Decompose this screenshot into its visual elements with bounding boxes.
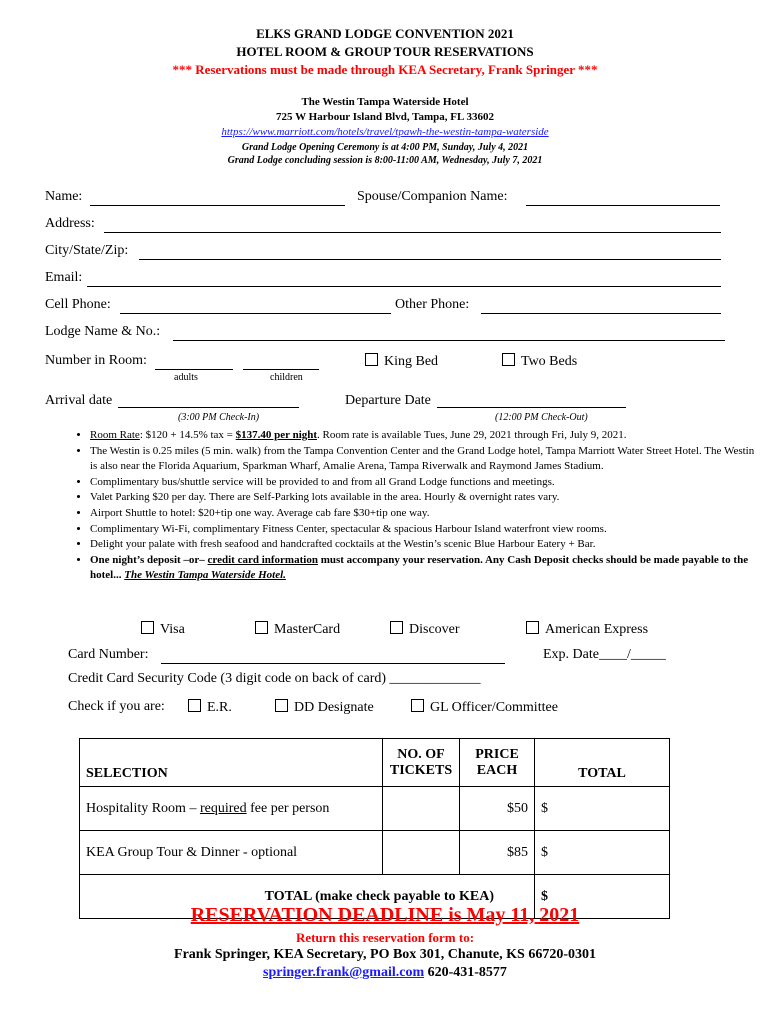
discover-label: Discover <box>409 622 460 637</box>
check-if-label: Check if you are: <box>68 699 165 714</box>
cell-phone-field[interactable] <box>120 313 391 314</box>
grand-total-value[interactable]: $ <box>535 875 670 919</box>
grand-total-label: TOTAL (make check payable to KEA) <box>80 875 535 919</box>
gl-label: GL Officer/Committee <box>430 700 558 715</box>
room-rate-text: : $120 + 14.5% tax = <box>139 429 236 441</box>
dd-checkbox[interactable] <box>275 699 288 712</box>
city-state-zip-field[interactable] <box>139 259 721 260</box>
deposit-hotel: The Westin Tampa Waterside Hotel. <box>124 569 286 582</box>
address-label: Address: <box>45 216 95 231</box>
opening-ceremony: Grand Lodge Opening Ceremony is at 4:00 PM, Sunday, July 4, 2021 <box>241 142 529 153</box>
email-label: Email: <box>45 270 83 285</box>
room-rate-total: $137.40 per night <box>235 429 318 441</box>
room-rate-availability: . Room rate is available Tues, June 29, 2021 through Fri, July 9, 2021. <box>317 429 627 441</box>
hotel-address: 725 W Harbour Island Blvd, Tampa, FL 33602 <box>276 111 494 123</box>
selection-table <box>79 738 670 919</box>
king-bed-option[interactable] <box>365 353 438 370</box>
email-field[interactable] <box>87 286 721 287</box>
list-item: • Airport Shuttle to hotel: $20+tip one way. Average cab fare $30+tip one way. <box>90 506 755 522</box>
adults-caption: adults <box>174 372 198 383</box>
reservation-deadline: RESERVATION DEADLINE is May 11, 2021 <box>190 904 580 926</box>
mastercard-checkbox[interactable] <box>255 621 268 634</box>
two-beds-checkbox[interactable] <box>502 353 515 366</box>
visa-label: Visa <box>160 622 185 637</box>
selection-header: SELECTION <box>80 739 383 787</box>
price-header: PRICE EACH <box>460 739 535 787</box>
hotel-info-list <box>62 428 755 584</box>
two-beds-label: Two Beds <box>521 354 578 369</box>
selection-cell <box>80 787 383 831</box>
gl-checkbox[interactable] <box>411 699 424 712</box>
name-field[interactable] <box>90 205 345 206</box>
tour-tickets-input[interactable] <box>383 831 460 875</box>
hospitality-tickets-input[interactable] <box>383 787 460 831</box>
dd-option[interactable] <box>275 699 374 716</box>
form-subtitle: HOTEL ROOM & GROUP TOUR RESERVATIONS <box>236 44 534 59</box>
checkin-note: (3:00 PM Check-In) <box>178 412 260 423</box>
list-item: • Valet Parking $20 per day. There are Self-Parking lots available in the area. Hourly & overnight rates vary. <box>90 490 755 506</box>
er-label: E.R. <box>207 700 232 715</box>
reservation-notice: *** Reservations must be made through KEA Secretary, Frank Springer *** <box>172 62 598 77</box>
visa-checkbox[interactable] <box>141 621 154 634</box>
lodge-field[interactable] <box>173 340 725 341</box>
list-item <box>90 428 755 444</box>
selection-cell: KEA Group Tour & Dinner - optional <box>80 831 383 875</box>
arrival-field[interactable] <box>118 407 299 408</box>
contact-email-link[interactable]: springer.frank@gmail.com <box>263 965 425 980</box>
spouse-field[interactable] <box>526 205 720 206</box>
table-row <box>80 831 670 875</box>
er-option[interactable] <box>188 699 232 716</box>
concluding-session: Grand Lodge concluding session is 8:00-11:00 AM, Wednesday, July 7, 2021 <box>227 155 543 166</box>
mastercard-label: MasterCard <box>274 622 341 637</box>
amex-option[interactable] <box>526 621 648 638</box>
form-title: ELKS GRAND LODGE CONVENTION 2021 <box>256 26 514 41</box>
deposit-text-2: must accompany your reservation. Any Cash Deposit checks should be made payable to the hotel... <box>90 553 749 582</box>
hospitality-total[interactable]: $ <box>535 787 670 831</box>
name-label: Name: <box>45 189 83 204</box>
amex-label: American Express <box>545 622 649 637</box>
list-item: • Delight your palate with fresh seafood and handcrafted cocktails at the Westin’s scenic Blue Harbour Eatery + Bar. <box>90 537 755 553</box>
hospitality-text: Hospitality Room – <box>86 800 200 816</box>
gl-option[interactable] <box>411 699 558 716</box>
return-form-label: Return this reservation form to: <box>295 930 475 945</box>
hospitality-price: $50 <box>460 787 535 831</box>
king-bed-label: King Bed <box>384 354 439 369</box>
list-item: • Complimentary bus/shuttle service will be provided to and from all Grand Lodge functions and meetings. <box>90 475 755 491</box>
deposit-text: One night’s deposit –or– <box>90 553 208 566</box>
required-text: required <box>199 800 247 816</box>
departure-field[interactable] <box>437 407 626 408</box>
tour-price: $85 <box>460 831 535 875</box>
total-header: TOTAL <box>535 739 670 787</box>
tour-total[interactable]: $ <box>535 831 670 875</box>
city-state-zip-label: City/State/Zip: <box>45 243 129 258</box>
dd-label: DD Designate <box>294 700 374 715</box>
list-item: • Complimentary Wi-Fi, complimentary Fitness Center, spectacular & spacious Harbour Island waterfront view rooms. <box>90 522 755 538</box>
spouse-label: Spouse/Companion Name: <box>357 189 508 204</box>
card-number-field[interactable] <box>161 663 505 664</box>
contact-phone: 620-431-8577 <box>427 965 507 980</box>
amex-checkbox[interactable] <box>526 621 539 634</box>
king-bed-checkbox[interactable] <box>365 353 378 366</box>
discover-option[interactable] <box>390 621 460 638</box>
list-item <box>90 553 755 584</box>
deposit-cc: credit card information <box>207 553 318 566</box>
contact-line <box>0 965 770 981</box>
exp-date-field[interactable]: Exp. Date____/_____ <box>543 647 666 662</box>
address-field[interactable] <box>104 232 721 233</box>
hospitality-text-2: fee per person <box>246 800 330 816</box>
two-beds-option[interactable] <box>502 353 577 370</box>
mastercard-option[interactable] <box>255 621 340 638</box>
er-checkbox[interactable] <box>188 699 201 712</box>
table-row <box>80 787 670 831</box>
children-caption: children <box>270 372 303 383</box>
room-rate-label: Room Rate <box>90 429 140 441</box>
table-header-row <box>80 739 670 787</box>
security-code-field[interactable]: Credit Card Security Code (3 digit code on back of card) _____________ <box>68 671 481 686</box>
cell-phone-label: Cell Phone: <box>45 297 111 312</box>
discover-checkbox[interactable] <box>390 621 403 634</box>
children-field[interactable] <box>243 369 319 370</box>
tickets-header: NO. OF TICKETS <box>383 739 460 787</box>
card-number-label: Card Number: <box>68 647 149 662</box>
list-item: • The Westin is 0.25 miles (5 min. walk) from the Tampa Convention Center and the Grand Lodge hotel, Tampa Marriott Water Street Hotel. The Westin is also near the Florida Aquarium, Sparkman Wharf, Amalie Arena, Tampa Riverwalk and Raymond James Stadium. <box>90 444 755 475</box>
departure-label: Departure Date <box>345 393 431 408</box>
lodge-label: Lodge Name & No.: <box>45 324 161 339</box>
arrival-label: Arrival date <box>45 393 113 408</box>
number-in-room-label: Number in Room: <box>45 353 147 368</box>
other-phone-field[interactable] <box>481 313 721 314</box>
mailing-address: Frank Springer, KEA Secretary, PO Box 301, Chanute, KS 66720-0301 <box>174 947 596 962</box>
hotel-name: The Westin Tampa Waterside Hotel <box>301 96 469 108</box>
adults-field[interactable] <box>155 369 233 370</box>
hotel-url-link[interactable]: https://www.marriott.com/hotels/travel/tpawh-the-westin-tampa-waterside <box>221 126 549 138</box>
other-phone-label: Other Phone: <box>395 297 470 312</box>
visa-option[interactable] <box>141 621 185 638</box>
checkout-note: (12:00 PM Check-Out) <box>495 412 588 423</box>
